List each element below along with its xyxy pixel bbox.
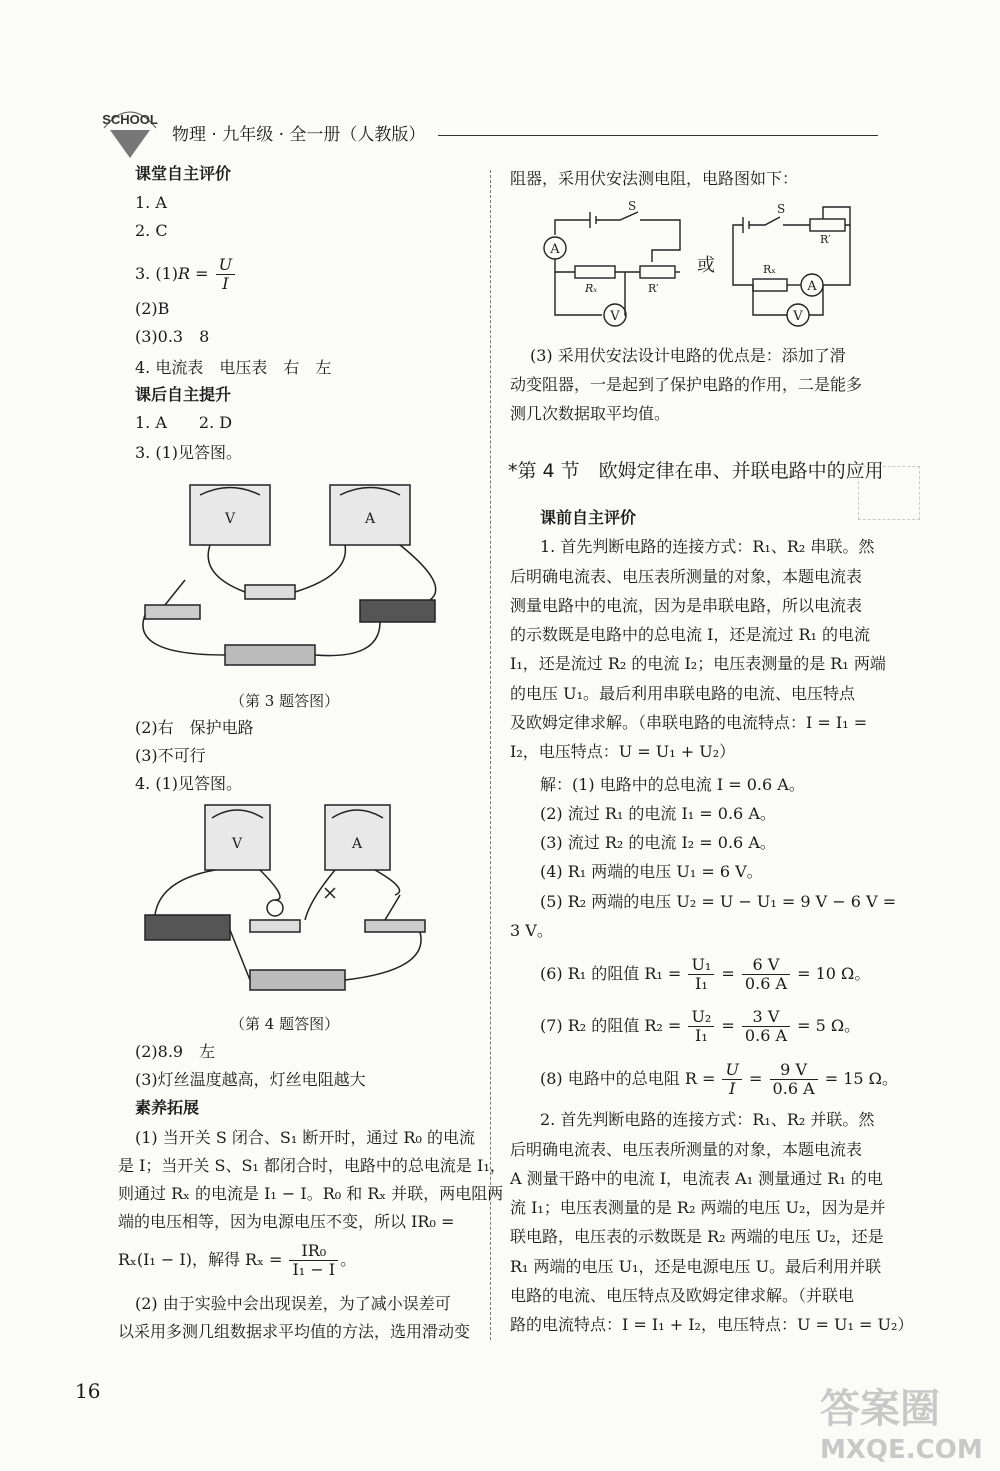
sol-5b: 3 V。: [510, 921, 553, 940]
t-line-1: 2. 首先判断电路的连接方式：R₁、R₂ 并联。然: [540, 1110, 875, 1129]
caption-fig4: （第 4 题答图）: [230, 1015, 340, 1033]
rx-1-label: Rₓ: [585, 282, 598, 295]
heading-extension: 素养拓展: [135, 1098, 200, 1117]
ammeter-2-label: A: [807, 279, 817, 294]
ext-line-7: 以采用多测几组数据求平均值的方法，选用滑动变: [118, 1322, 471, 1341]
sol-6: (6) R₁ 的阻值 R₁ = $\frac{\text{U₁}}{\text{I₁}}$ = $\frac{6 V}{0.6 A}$ = 10 Ω。: [540, 955, 871, 993]
answer-3-2: (2)B: [135, 299, 170, 318]
sol-1: 解：(1) 电路中的总电流 I = 0.6 A。: [540, 775, 805, 794]
answer-b4-3: (3)灯丝温度越高，灯丝电阻越大: [135, 1070, 366, 1089]
or-label: 或: [697, 255, 715, 276]
answer-2: 2. C: [135, 221, 168, 240]
header-title: 物理 · 九年级 · 全一册（人教版）: [172, 125, 426, 145]
caption-fig3: （第 3 题答图）: [230, 692, 340, 710]
heading-after-class: 课后自主提升: [135, 385, 232, 404]
t-line-3: A 测量干路中的电流 I，电流表 A₁ 测量通过 R₁ 的电: [510, 1169, 883, 1188]
t-line-8: 路的电流特点：I = I₁ + I₂，电压特点：U = U₁ = U₂）: [510, 1315, 914, 1334]
ext-line-5: Rₓ(I₁ − I)，解得 Rₓ = $\frac{\text{IR₀}}{\text{I₁ − I}}$ 。: [118, 1241, 357, 1279]
answer-3-3: (3)0.3 8: [135, 327, 210, 346]
t-line-6: R₁ 两端的电压 U₁，还是电源电压 U。最后利用并联: [510, 1257, 882, 1276]
sol-8: (8) 电路中的总电阻 R = $\frac{U}{I}$ = $\frac{9 V}{0.6 A}$ = 15 Ω。: [540, 1060, 898, 1098]
ext-line-6: (2) 由于实验中会出现误差，为了减小误差可: [135, 1294, 451, 1313]
t-line-5: 联电路，电压表的示数既是 R₂ 两端的电压 U₂，还是: [510, 1227, 884, 1246]
seal-stamp: [858, 466, 920, 520]
section-heading: *第 4 节 欧姆定律在串、并联电路中的应用: [508, 460, 884, 482]
header-rule: [438, 135, 878, 136]
ext-line-1: (1) 当开关 S 闭合、S₁ 断开时，通过 R₀ 的电流: [135, 1128, 475, 1147]
watermark-site: MXQE.COM: [820, 1435, 983, 1465]
rx-2-label: Rₓ: [763, 263, 776, 276]
t-line-7: 电路的电流、电压特点及欧姆定律求解。（并联电: [510, 1286, 855, 1305]
s-line-4: 的示数既是电路中的总电流 I，还是流过 R₁ 的电流: [510, 625, 871, 644]
watermark-brand: 答案圈: [820, 1386, 940, 1432]
sol-7: (7) R₂ 的阻值 R₂ = $\frac{\text{U₂}}{\text{I₁}}$ = $\frac{3 V}{0.6 A}$ = 5 Ω。: [540, 1007, 861, 1045]
fig3-A-label: A: [364, 511, 376, 527]
t-line-2: 后明确电流表、电压表所测量的对象，本题电流表: [510, 1140, 863, 1159]
ext-line-2: 是 I；当开关 S、S₁ 都闭合时，电路中的总电流是 I₁，: [118, 1156, 506, 1175]
sol-2: (2) 流过 R₁ 的电流 I₁ = 0.6 A。: [540, 804, 776, 823]
ext-line-3: 则通过 Rₓ 的电流是 I₁ − I。R₀ 和 Rₓ 并联，两电阻两: [118, 1184, 504, 1203]
voltmeter-1-label: V: [610, 309, 620, 324]
ammeter-1-label: A: [550, 242, 560, 257]
heading-pre-class: 课前自主评价: [540, 508, 637, 527]
switch-2-label: S: [777, 202, 786, 216]
answer-b4: 4. (1)见答图。: [135, 774, 243, 793]
s-line-8: I₂，电压特点：U = U₁ + U₂）: [510, 742, 736, 761]
sol-4: (4) R₁ 两端的电压 U₁ = 6 V。: [540, 862, 763, 881]
s-line-7: 及欧姆定律求解。（串联电路的电流特点：I = I₁ =: [510, 713, 868, 732]
rp-1-label: R′: [648, 282, 659, 295]
page-number: 16: [75, 1379, 101, 1403]
s-line-3: 测量电路中的电流，因为是串联电路，所以电流表: [510, 596, 863, 615]
right-line-4: 测几次数据取平均值。: [510, 404, 671, 423]
answer-4: 4. 电流表 电压表 右 左: [135, 358, 332, 377]
voltmeter-2-label: V: [793, 309, 803, 324]
answer-b1-b2: 1. A 2. D: [135, 413, 233, 432]
right-line-1: 阻器，采用伏安法测电阻，电路图如下：: [510, 169, 799, 188]
answer-b3-2: (2)右 保护电路: [135, 718, 254, 737]
t-line-4: 流 I₁；电压表测量的是 R₂ 两端的电压 U₂，因为是并: [510, 1198, 886, 1217]
s-line-6: 的电压 U₁。最后利用串联电路的电流、电压特点: [510, 684, 855, 703]
fig3-V-label: V: [224, 511, 236, 527]
fig4-V-label: V: [231, 836, 243, 852]
circuit-diagram-2: [725, 195, 860, 330]
figure-4-wiring: [130, 800, 450, 1000]
fig4-A-label: A: [351, 836, 363, 852]
sol-3: (3) 流过 R₂ 的电流 I₂ = 0.6 A。: [540, 833, 776, 852]
rp-2-label: R′: [820, 233, 831, 246]
answer-b4-2: (2)8.9 左: [135, 1042, 216, 1061]
school-logo: [100, 100, 160, 160]
answer-1: 1. A: [135, 193, 167, 212]
ext-line-4: 端的电压相等，因为电源电压不变，所以 IR₀ =: [118, 1212, 455, 1231]
logo-text: SCHOOL: [102, 112, 158, 127]
circuit-diagram-1: [540, 200, 690, 330]
sol-5: (5) R₂ 两端的电压 U₂ = U − U₁ = 9 V − 6 V =: [540, 892, 897, 911]
right-line-3: 动变阻器，一是起到了保护电路的作用，二是能多: [510, 375, 863, 394]
s-line-1: 1. 首先判断电路的连接方式：R₁、R₂ 串联。然: [540, 537, 875, 556]
answer-b3-3: (3)不可行: [135, 746, 206, 765]
figure-3-wiring: [130, 475, 450, 675]
s-line-2: 后明确电流表、电压表所测量的对象，本题电流表: [510, 567, 863, 586]
answer-3-formula: 3. (1)R = $\frac{U}{I}$: [135, 254, 237, 294]
answer-b3: 3. (1)见答图。: [135, 443, 243, 462]
right-line-2: (3) 采用伏安法设计电路的优点是：添加了滑: [530, 346, 846, 365]
s-line-5: I₁，还是流过 R₂ 的电流 I₂；电压表测量的是 R₁ 两端: [510, 654, 886, 673]
heading-class-eval: 课堂自主评价: [135, 164, 232, 183]
switch-1-label: S: [628, 200, 637, 213]
